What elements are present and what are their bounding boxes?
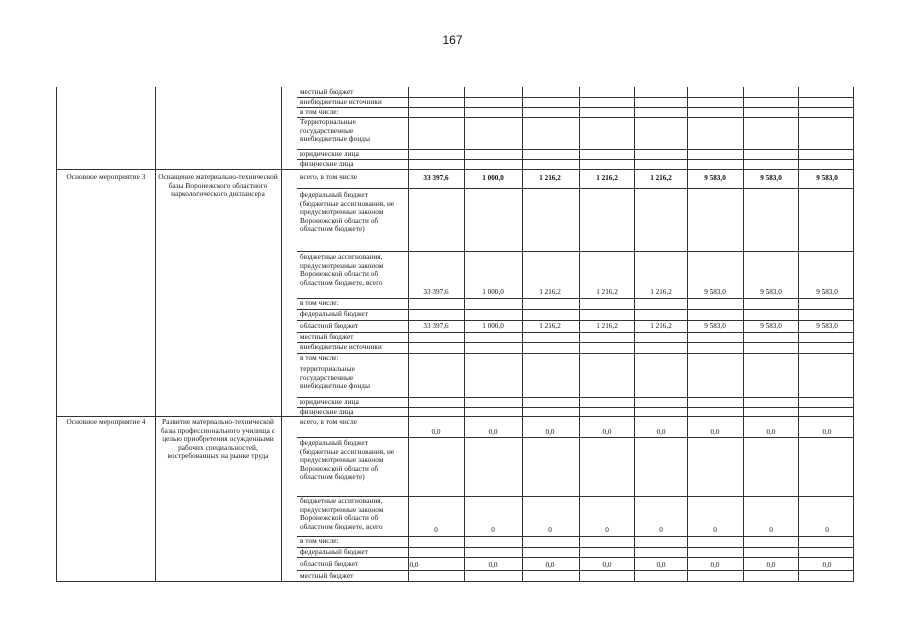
- row-line: [297, 437, 853, 438]
- col-divider: [281, 87, 282, 581]
- activity3-label: Основное мероприятие 3: [66, 173, 146, 181]
- value-cell: 0,0: [822, 561, 832, 569]
- col-divider: [464, 87, 465, 581]
- row-label: федеральный бюджет (бюджетные ассигнования, не предусмотренные законом Воронежской области об областном бюджете): [300, 439, 395, 482]
- value-cell: 1 000,0: [482, 288, 504, 296]
- col-divider: [522, 87, 523, 581]
- value-cell: 0,0: [602, 561, 612, 569]
- value-cell: 0,0: [766, 428, 776, 436]
- row-label: областной бюджет: [300, 322, 359, 330]
- row-label: бюджетные ассигнования, предусмотренные законом Воронежской области об областном бюджете, всего: [300, 497, 384, 531]
- value-cell: 1 216,2: [596, 288, 618, 296]
- row-label: юридические лица: [300, 150, 359, 158]
- value-cell: 9 583,0: [704, 288, 726, 296]
- value-cell: 0,0: [409, 561, 419, 569]
- row-label: всего, в том числе: [300, 173, 358, 181]
- value-cell: 9 583,0: [816, 174, 838, 182]
- value-cell: 1 216,2: [650, 288, 672, 296]
- value-cell: 33 397,6: [423, 174, 449, 182]
- row-label: в том числе:: [300, 537, 339, 545]
- row-label: юридические лица: [300, 398, 359, 406]
- value-cell: 1 216,2: [650, 322, 672, 330]
- col-divider: [634, 87, 635, 581]
- activity4-label: Основное мероприятие 4: [66, 418, 146, 426]
- row-label: внебюджетные источники: [300, 98, 382, 106]
- col-divider: [155, 87, 156, 581]
- row-line: [297, 309, 853, 310]
- value-cell: 1 000,0: [482, 174, 504, 182]
- row-line: [297, 107, 853, 108]
- value-cell: 0,0: [545, 561, 555, 569]
- budget-table: [56, 87, 854, 582]
- value-cell: 9 583,0: [760, 288, 782, 296]
- row-label: областной бюджет: [300, 560, 359, 568]
- row-line: [297, 397, 853, 398]
- value-cell: 0: [713, 526, 717, 534]
- row-label: в том числе:: [300, 108, 339, 116]
- row-line: [297, 353, 853, 354]
- row-label: внебюджетные источники: [300, 343, 382, 351]
- value-cell: 0,0: [766, 561, 776, 569]
- row-label: местный бюджет: [300, 333, 354, 341]
- value-cell: 9 583,0: [816, 322, 838, 330]
- col-divider: [687, 87, 688, 581]
- row-line: [297, 320, 853, 321]
- col-divider: [743, 87, 744, 581]
- row-line: [297, 159, 853, 160]
- value-cell: 1 216,2: [650, 174, 672, 182]
- value-cell: 1 216,2: [539, 288, 561, 296]
- page-number: 167: [442, 33, 463, 47]
- value-cell: 0,0: [488, 561, 498, 569]
- value-cell: 0: [659, 526, 663, 534]
- col-divider: [579, 87, 580, 581]
- row-label: федеральный бюджет: [300, 310, 368, 318]
- row-label: местный бюджет: [300, 88, 354, 96]
- value-cell: 0,0: [431, 428, 441, 436]
- row-line: [297, 332, 853, 333]
- value-cell: 1 216,2: [596, 174, 618, 182]
- row-line: [297, 251, 853, 252]
- row-line: [57, 169, 853, 170]
- value-cell: 0,0: [602, 428, 612, 436]
- row-line: [297, 570, 853, 571]
- value-cell: 33 397,6: [423, 322, 449, 330]
- value-cell: 9 583,0: [760, 322, 782, 330]
- row-label: бюджетные ассигнования, предусмотренные законом Воронежской области об областном бюджете, всего: [300, 253, 384, 287]
- row-label: Территориальные государственные внебюджетные фонды: [300, 118, 370, 144]
- value-cell: 1 216,2: [596, 322, 618, 330]
- activity3-title: Оснащение материально-технической базы Воронежского областного наркологического диспансера: [158, 173, 278, 199]
- value-cell: 0: [548, 526, 552, 534]
- row-label: в том числе:: [300, 299, 339, 307]
- value-cell: 0,0: [488, 428, 498, 436]
- row-line: [297, 536, 853, 537]
- col-divider: [408, 87, 409, 581]
- row-line: [297, 557, 853, 558]
- value-cell: 9 583,0: [704, 322, 726, 330]
- value-cell: 0: [434, 526, 438, 534]
- row-line: [297, 188, 853, 189]
- row-line: [297, 547, 853, 548]
- value-cell: 0: [605, 526, 609, 534]
- value-cell: 0: [491, 526, 495, 534]
- row-line: [297, 117, 853, 118]
- value-cell: 1 216,2: [539, 174, 561, 182]
- value-cell: 9 583,0: [760, 174, 782, 182]
- value-cell: 1 216,2: [539, 322, 561, 330]
- row-line: [57, 416, 853, 417]
- row-label: всего, в том числе: [300, 418, 358, 426]
- value-cell: 9 583,0: [704, 174, 726, 182]
- row-line: [297, 407, 853, 408]
- value-cell: 0,0: [656, 428, 666, 436]
- value-cell: 0,0: [545, 428, 555, 436]
- row-line: [297, 149, 853, 150]
- row-label: физические лица: [300, 408, 354, 416]
- value-cell: 0,0: [710, 561, 720, 569]
- row-line: [297, 298, 853, 299]
- value-cell: 1 000,0: [482, 322, 504, 330]
- row-label: местный бюджет: [300, 572, 354, 580]
- row-label: федеральный бюджет (бюджетные ассигнования, не предусмотренные законом Воронежской области об областном бюджете): [300, 191, 395, 234]
- value-cell: 0: [769, 526, 773, 534]
- value-cell: 0,0: [822, 428, 832, 436]
- row-label: в том числе:: [300, 354, 339, 362]
- value-cell: 0,0: [656, 561, 666, 569]
- row-label: физические лица: [300, 160, 354, 168]
- value-cell: 0,0: [710, 428, 720, 436]
- value-cell: 33 397,6: [423, 288, 449, 296]
- value-cell: 9 583,0: [816, 288, 838, 296]
- value-cell: 0: [825, 526, 829, 534]
- col-divider: [798, 87, 799, 581]
- row-label: территориальные государственные внебюджетные фонды: [300, 365, 370, 391]
- row-label: федеральный бюджет: [300, 548, 368, 556]
- activity4-title: Развитие материально-технической базы профессионального училища с целью приобретения осужденными рабочих специальностей, востребованных на рынке труда: [160, 418, 276, 461]
